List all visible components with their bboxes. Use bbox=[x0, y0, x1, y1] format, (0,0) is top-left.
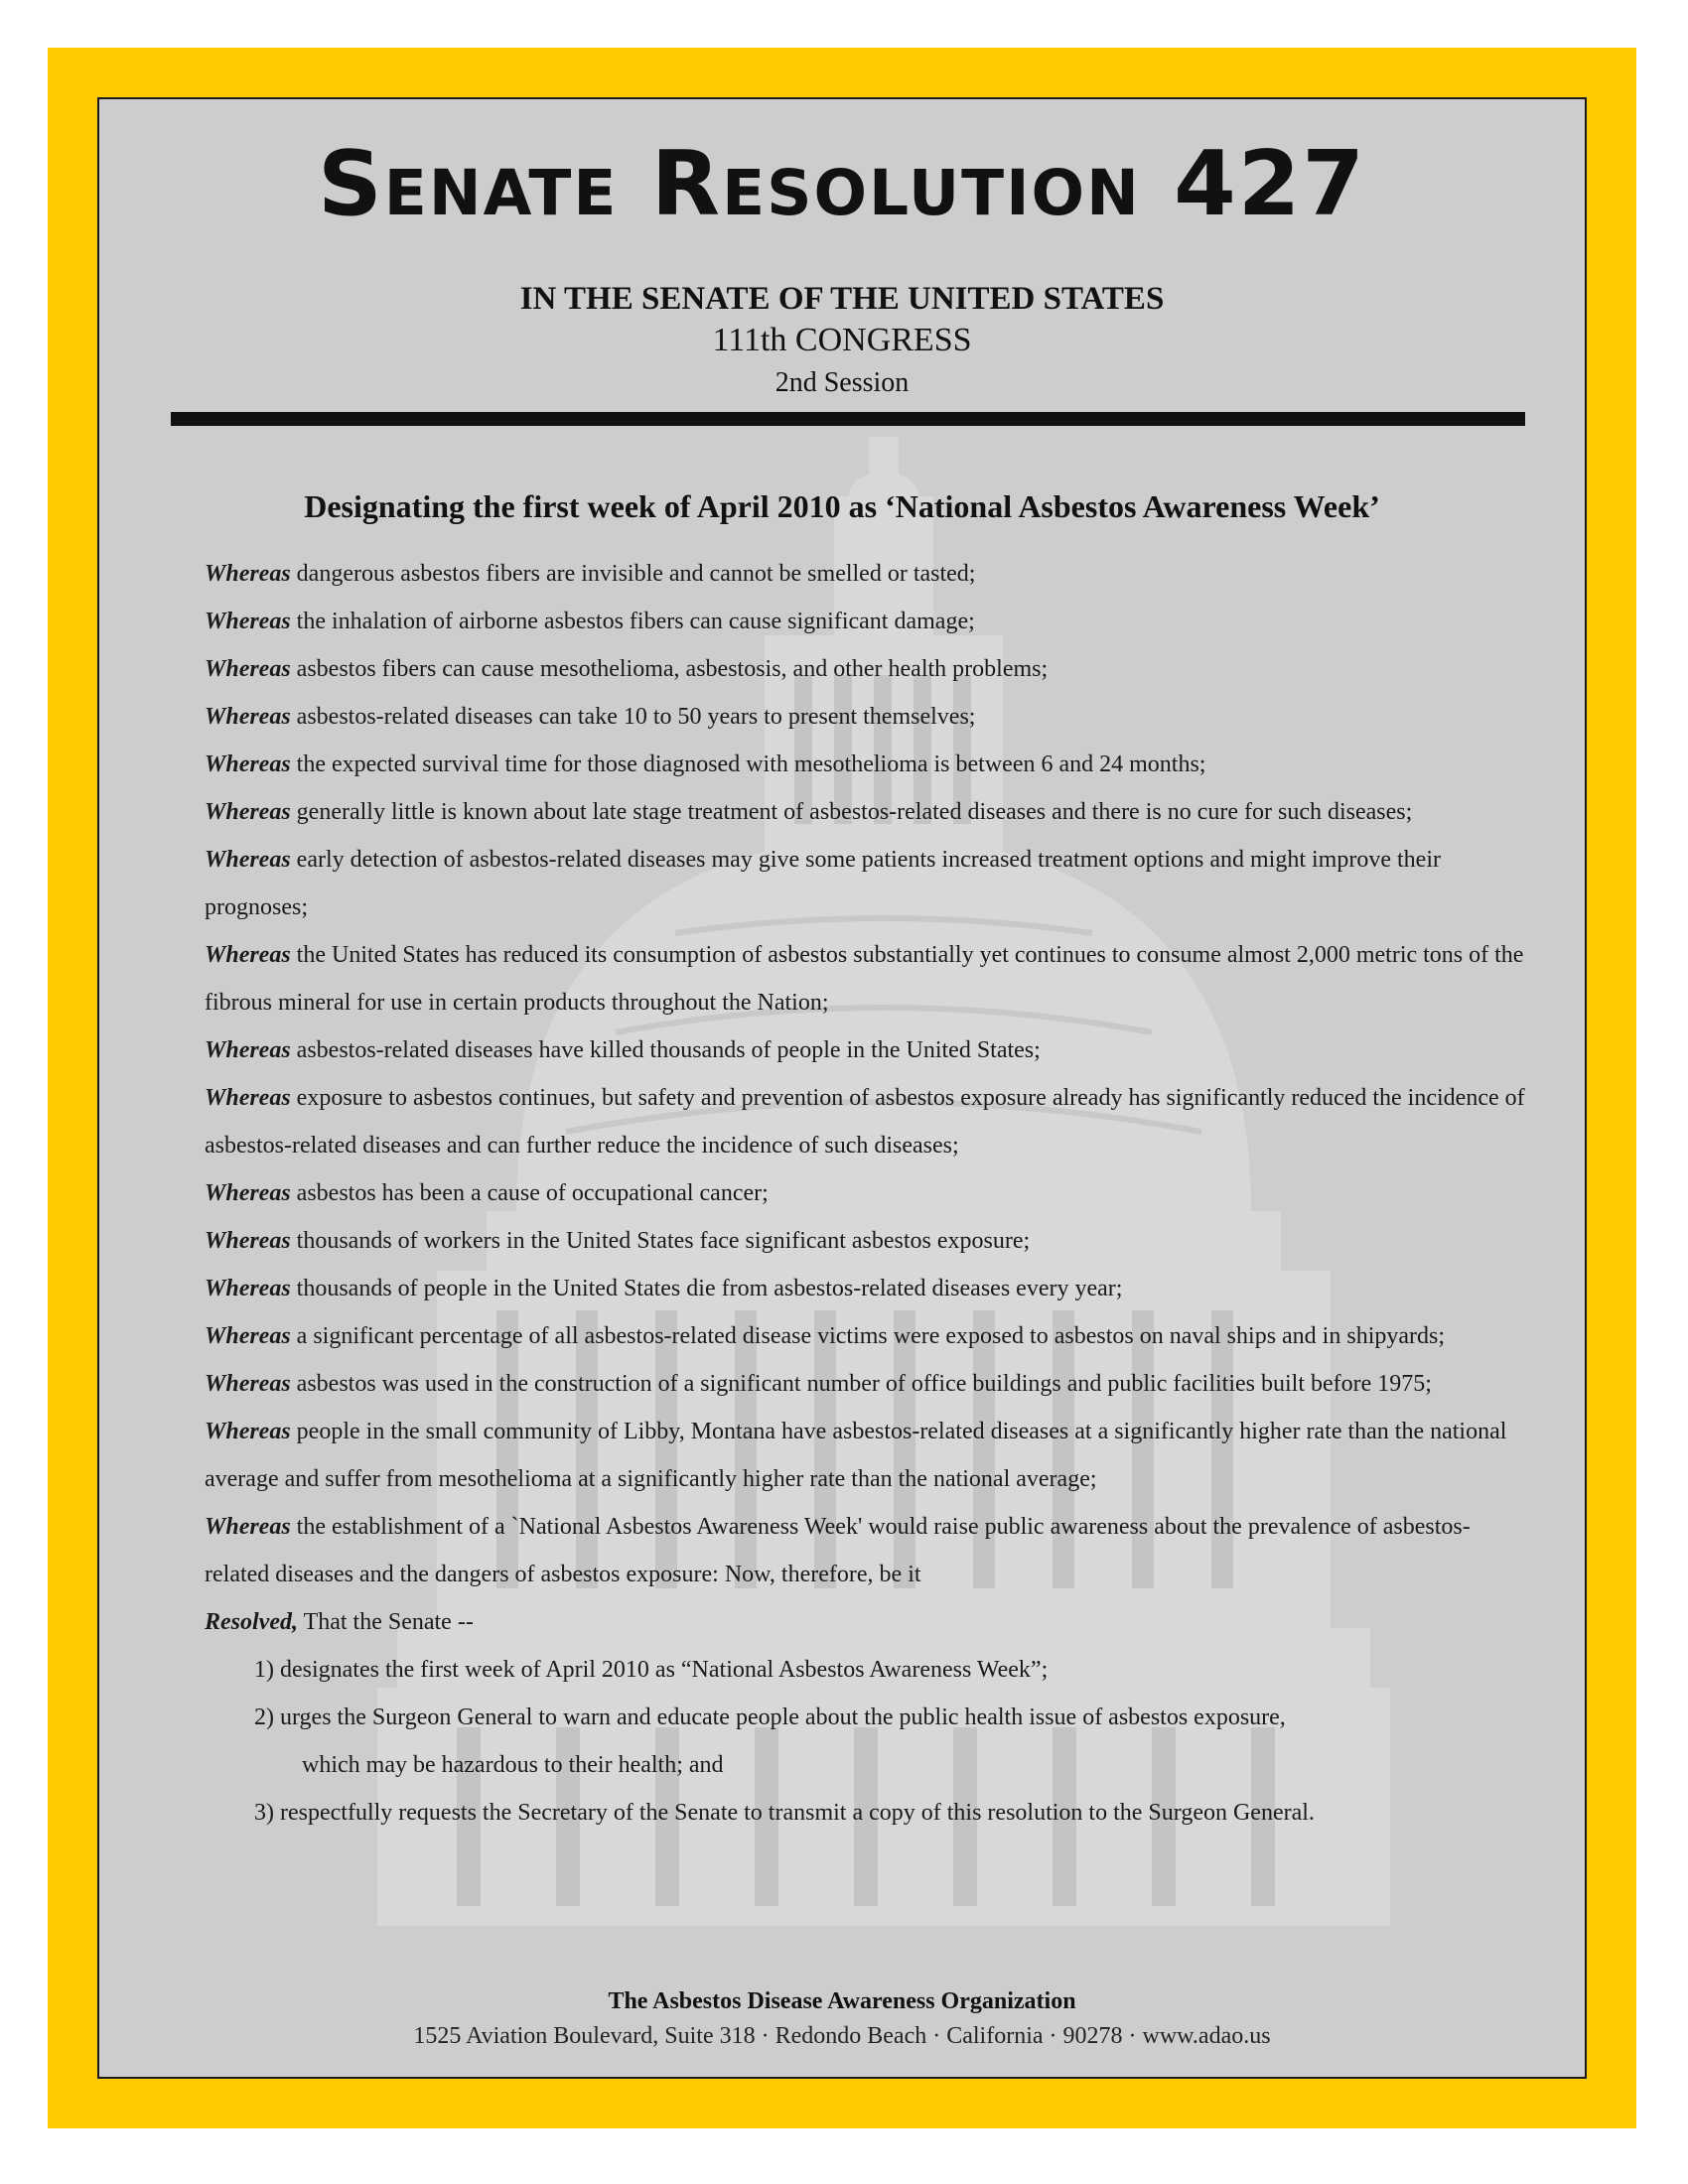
whereas-clause bbox=[205, 1074, 1525, 1169]
whereas-label: Whereas bbox=[205, 1514, 291, 1540]
whereas-label: Whereas bbox=[205, 847, 291, 873]
chamber-heading: IN THE SENATE OF THE UNITED STATES bbox=[519, 281, 1165, 317]
whereas-clause bbox=[205, 550, 1525, 598]
whereas-clause bbox=[205, 931, 1525, 1026]
header-divider bbox=[171, 412, 1525, 426]
resolved-intro: That the Senate -- bbox=[303, 1609, 474, 1635]
whereas-label: Whereas bbox=[205, 1323, 291, 1349]
clause-text: thousands of people in the United States die from asbestos-related diseases every year; bbox=[296, 1276, 1123, 1301]
whereas-label: Whereas bbox=[205, 1085, 291, 1111]
clause-text: the United States has reduced its consumption of asbestos substantially yet continues to consume almost 2,000 metric tons of the fibrous mineral for use in certain products throughout the Nation; bbox=[205, 942, 1524, 1016]
resolved-clause bbox=[205, 1598, 1525, 1646]
document-content bbox=[99, 99, 1585, 2077]
whereas-clause bbox=[205, 1360, 1525, 1408]
whereas-clause bbox=[205, 1026, 1525, 1074]
clause-text: asbestos was used in the construction of a significant number of office buildings and public facilities built before 1975; bbox=[296, 1371, 1432, 1397]
footer-organization: The Asbestos Disease Awareness Organization bbox=[608, 1988, 1076, 2014]
whereas-label: Whereas bbox=[205, 1419, 291, 1444]
whereas-clause bbox=[205, 1217, 1525, 1265]
whereas-label: Whereas bbox=[205, 656, 291, 682]
resolution-title: Senate Resolution 427 bbox=[317, 132, 1366, 236]
resolved-item: 3) respectfully requests the Secretary of the Senate to transmit a copy of this resolution to the Surgeon General. bbox=[254, 1800, 1315, 1826]
whereas-label: Whereas bbox=[205, 1228, 291, 1254]
clause-text: the expected survival time for those diagnosed with mesothelioma is between 6 and 24 months; bbox=[296, 751, 1206, 777]
clause-text: people in the small community of Libby, Montana have asbestos-related diseases at a significantly higher rate than the national average and suffer from mesothelioma at a significantly higher rate than the national average; bbox=[205, 1419, 1507, 1492]
whereas-label: Whereas bbox=[205, 751, 291, 777]
whereas-clause bbox=[205, 741, 1525, 788]
whereas-clause bbox=[205, 1408, 1525, 1503]
session-heading: 2nd Session bbox=[774, 367, 910, 398]
resolution-body bbox=[205, 550, 1525, 1837]
whereas-clause bbox=[205, 693, 1525, 741]
resolved-item-text: 2) urges the Surgeon General to warn and educate people about the public health issue of asbestos exposure, bbox=[254, 1705, 1286, 1730]
whereas-label: Whereas bbox=[205, 1180, 291, 1206]
clause-text: thousands of workers in the United States face significant asbestos exposure; bbox=[296, 1228, 1031, 1254]
clause-text: the establishment of a `National Asbestos Awareness Week' would raise public awareness about the prevalence of asbestos-related diseases and the dangers of asbestos exposure: Now, therefore, be it bbox=[205, 1514, 1471, 1587]
clause-text: dangerous asbestos fibers are invisible and cannot be smelled or tasted; bbox=[296, 561, 976, 587]
clause-text: early detection of asbestos-related diseases may give some patients increased treatment options and might improve their prognoses; bbox=[205, 847, 1441, 920]
clause-text: exposure to asbestos continues, but safety and prevention of asbestos exposure already has significantly reduced the incidence of asbestos-related diseases and can further reduce the incidence of such diseases; bbox=[205, 1085, 1525, 1159]
whereas-label: Whereas bbox=[205, 561, 291, 587]
whereas-clause bbox=[205, 788, 1525, 836]
resolved-list bbox=[205, 1646, 1525, 1837]
whereas-label: Whereas bbox=[205, 799, 291, 825]
footer-address: 1525 Aviation Boulevard, Suite 318 · Redondo Beach · California · 90278 · www.adao.us bbox=[413, 2023, 1271, 2049]
whereas-clause bbox=[205, 598, 1525, 645]
whereas-clause bbox=[205, 1265, 1525, 1312]
resolved-item: 1) designates the first week of April 2010 as “National Asbestos Awareness Week”; bbox=[254, 1657, 1049, 1683]
whereas-label: Whereas bbox=[205, 1371, 291, 1397]
yellow-border-frame bbox=[48, 48, 1636, 2128]
resolved-item-continuation: which may be hazardous to their health; and bbox=[302, 1752, 724, 1778]
clause-text: asbestos fibers can cause mesothelioma, asbestosis, and other health problems; bbox=[296, 656, 1049, 682]
clause-text: asbestos has been a cause of occupational cancer; bbox=[296, 1180, 769, 1206]
clause-text: the inhalation of airborne asbestos fibers can cause significant damage; bbox=[296, 609, 975, 634]
clause-text: a significant percentage of all asbestos-related disease victims were exposed to asbestos on naval ships and in shipyards; bbox=[296, 1323, 1446, 1349]
whereas-label: Whereas bbox=[205, 1276, 291, 1301]
clause-text: generally little is known about late stage treatment of asbestos-related diseases and there is no cure for such diseases; bbox=[296, 799, 1413, 825]
congress-heading: 111th CONGRESS bbox=[712, 322, 972, 358]
whereas-label: Whereas bbox=[205, 704, 291, 730]
whereas-label: Whereas bbox=[205, 1037, 291, 1063]
clause-text: asbestos-related diseases have killed thousands of people in the United States; bbox=[296, 1037, 1041, 1063]
whereas-clause bbox=[205, 836, 1525, 931]
whereas-label: Whereas bbox=[205, 609, 291, 634]
whereas-clause bbox=[205, 645, 1525, 693]
resolved-item bbox=[205, 1694, 1525, 1789]
whereas-label: Whereas bbox=[205, 942, 291, 968]
whereas-clause bbox=[205, 1312, 1525, 1360]
whereas-clause bbox=[205, 1169, 1525, 1217]
document-panel bbox=[97, 97, 1587, 2079]
resolved-label: Resolved, bbox=[205, 1609, 298, 1635]
whereas-clause bbox=[205, 1503, 1525, 1598]
resolution-subtitle: Designating the first week of April 2010 as ‘National Asbestos Awareness Week’ bbox=[304, 488, 1380, 524]
clause-text: asbestos-related diseases can take 10 to 50 years to present themselves; bbox=[296, 704, 976, 730]
